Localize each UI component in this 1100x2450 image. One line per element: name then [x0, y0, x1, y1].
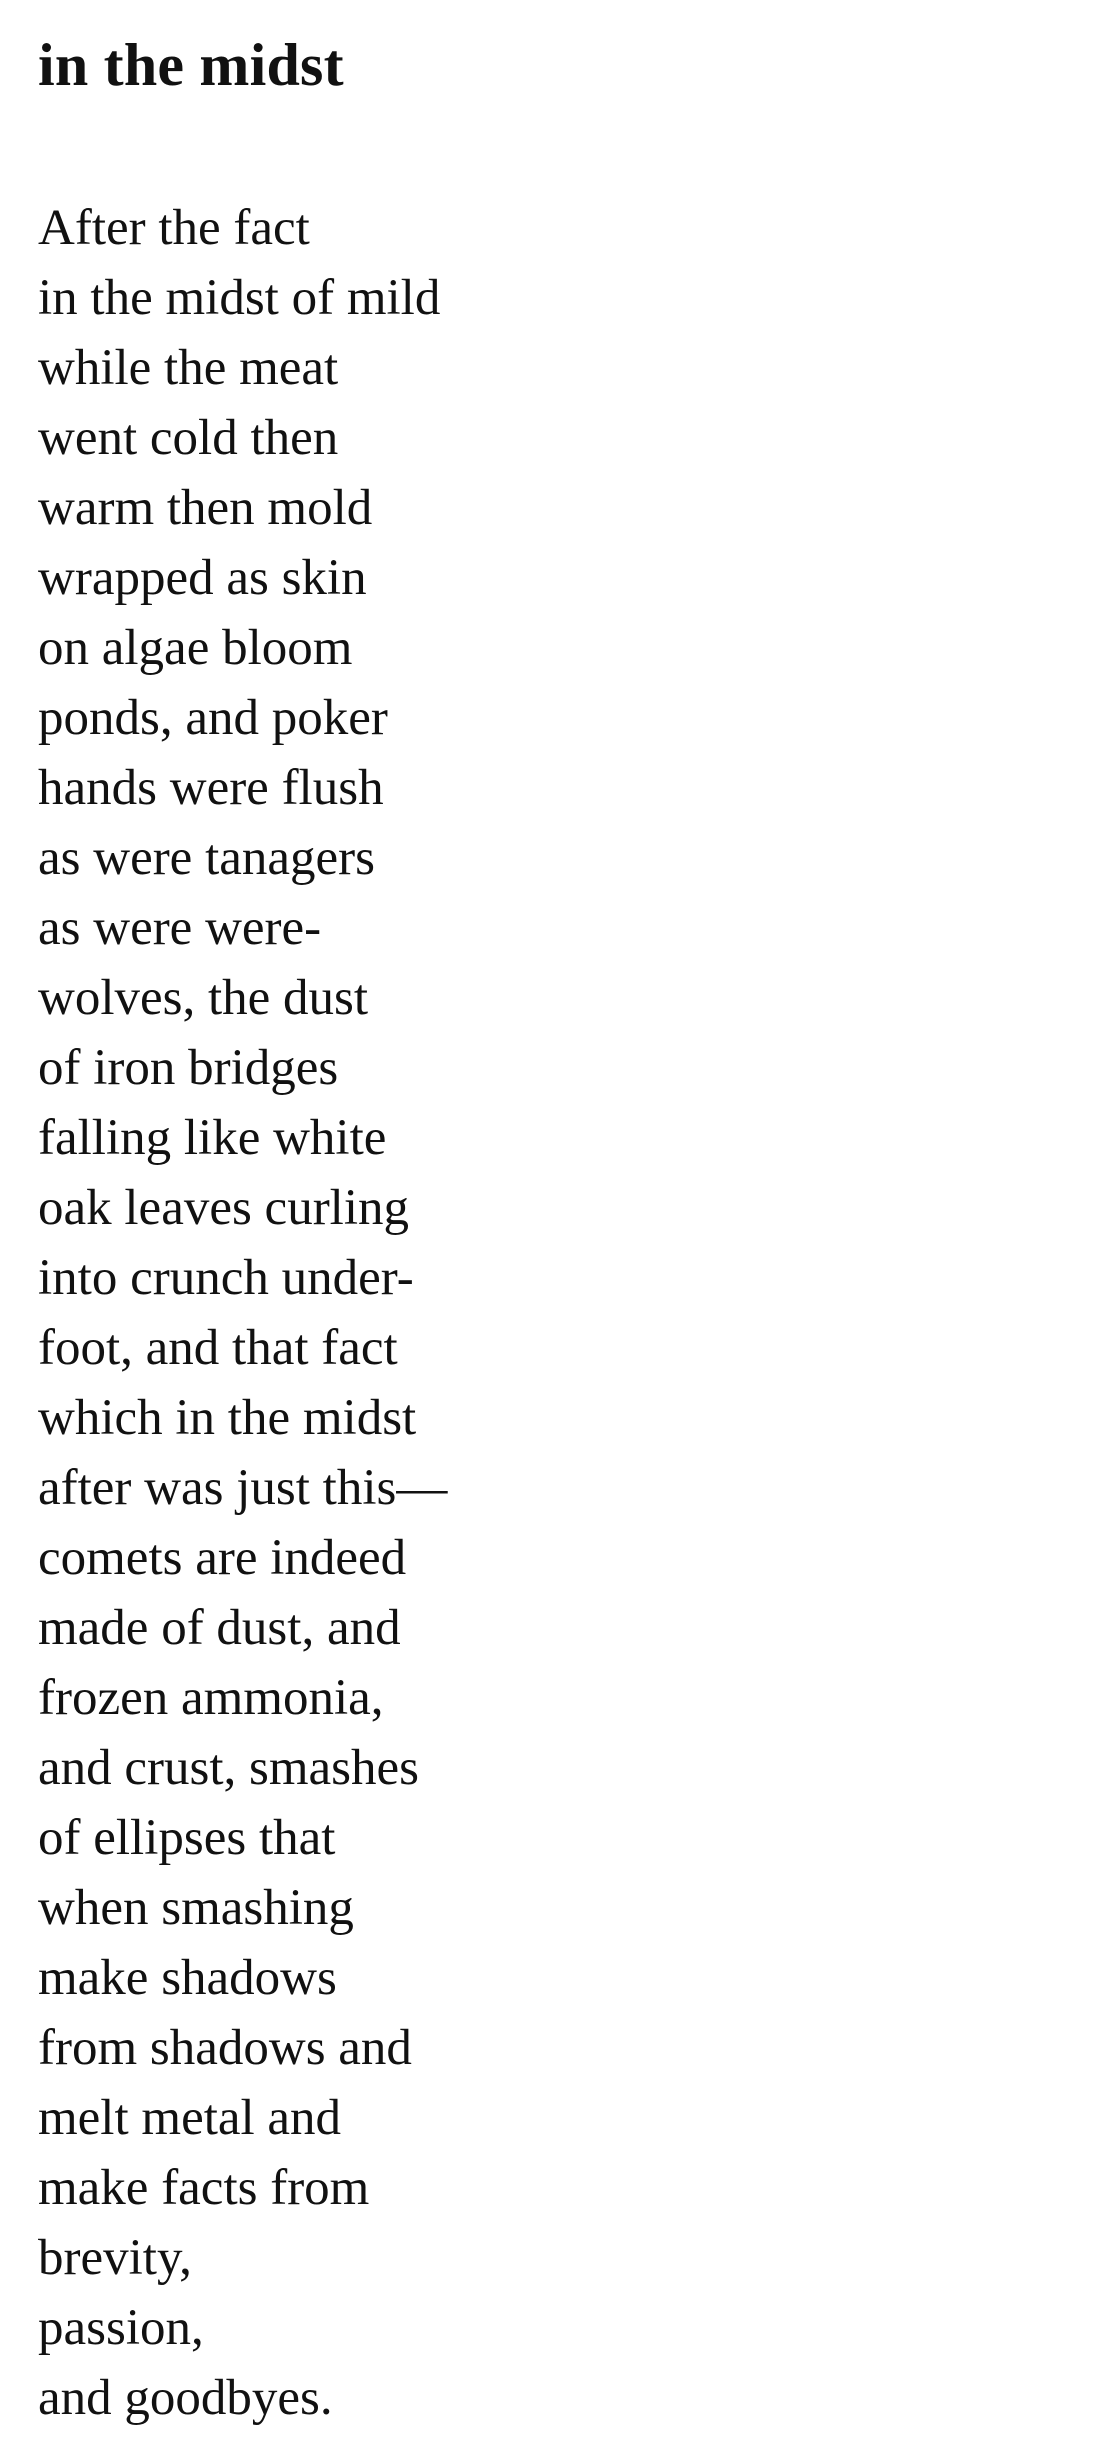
poem-line: into crunch under- — [38, 1250, 414, 1306]
poem-line: After the fact — [38, 200, 310, 256]
poem-line: in the midst of mild — [38, 270, 441, 326]
poem-line: melt metal and — [38, 2090, 342, 2146]
poem-line: as were were- — [38, 900, 322, 956]
poem-body — [38, 193, 447, 2433]
poem-line: warm then mold — [38, 480, 373, 536]
poem-line: made of dust, and — [38, 1600, 401, 1656]
poem-line: when smashing — [38, 1880, 354, 1936]
poem-line: wrapped as skin — [38, 550, 367, 606]
poem-line: went cold then — [38, 410, 339, 466]
poem-line: make facts from — [38, 2160, 370, 2216]
poem-line: of iron bridges — [38, 1040, 339, 1096]
poem-title: in the midst — [38, 32, 344, 98]
poem-line: on algae bloom — [38, 620, 353, 676]
poem-line: oak leaves curling — [38, 1180, 410, 1236]
poem-line: as were tanagers — [38, 830, 375, 886]
poem-line: falling like white — [38, 1110, 387, 1166]
poem-line: of ellipses that — [38, 1810, 336, 1866]
poem-line: comets are indeed — [38, 1530, 407, 1586]
poem-line: frozen ammonia, — [38, 1670, 384, 1726]
poem-line: after was just this— — [38, 1460, 448, 1516]
poem-line: make shadows — [38, 1950, 337, 2006]
poem-page — [38, 0, 1100, 2450]
poem-line: hands were flush — [38, 760, 384, 816]
poem-line: brevity, — [38, 2230, 192, 2286]
poem-line: which in the midst — [38, 1390, 417, 1446]
poem-line: wolves, the dust — [38, 970, 369, 1026]
poem-line: and crust, smashes — [38, 1740, 420, 1796]
poem-line: foot, and that fact — [38, 1320, 398, 1376]
poem-line: passion, — [38, 2300, 204, 2356]
poem-line: while the meat — [38, 340, 339, 396]
poem-line: and goodbyes. — [38, 2370, 333, 2426]
poem-line: from shadows and — [38, 2020, 412, 2076]
poem-line: ponds, and poker — [38, 690, 388, 746]
